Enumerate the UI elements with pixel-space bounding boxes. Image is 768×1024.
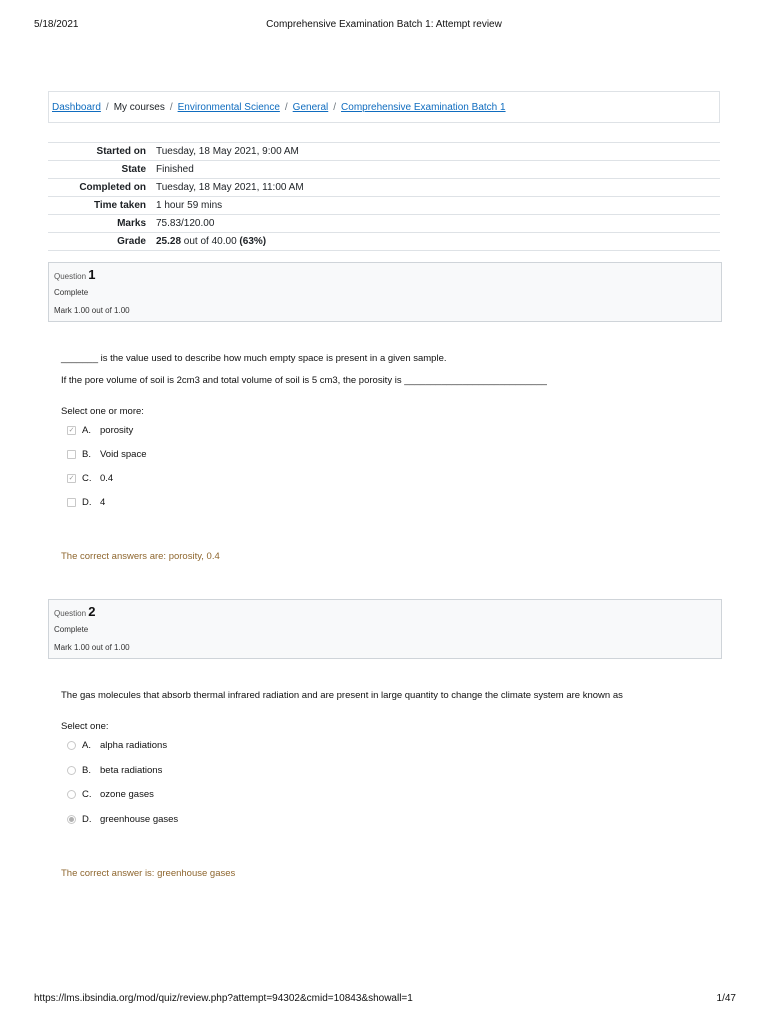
summary-label: Time taken (93, 200, 146, 211)
question-grade: Mark 1.00 out of 1.00 (54, 643, 130, 652)
summary-row-marks (48, 215, 720, 233)
option-label: alpha radiations (100, 740, 168, 751)
summary-label: Completed on (79, 182, 146, 193)
breadcrumb-my-courses: My courses (113, 101, 165, 113)
checkbox-icon[interactable] (67, 498, 76, 507)
question-number-value: 2 (88, 604, 96, 619)
summary-label: Grade (117, 236, 146, 247)
grade-percent: (63%) (239, 236, 267, 247)
summary-row-started (48, 143, 720, 161)
option-label: Void space (100, 449, 147, 460)
summary-row-grade (48, 233, 720, 251)
question-1-option-b[interactable] (67, 449, 146, 460)
option-letter: A. (82, 425, 91, 436)
question-1-text-line-1: _______ is the value used to describe how much empty space is present in a given sample. (61, 353, 447, 364)
breadcrumb-separator: / (105, 101, 109, 113)
attempt-summary-table (48, 142, 720, 251)
summary-value: 1 hour 59 mins (156, 200, 223, 211)
question-state: Complete (54, 288, 89, 297)
print-page-number: 1/47 (716, 993, 736, 1004)
option-letter: B. (82, 449, 91, 460)
question-2-prompt: Select one: (61, 721, 109, 732)
question-number-value: 1 (88, 267, 96, 282)
radio-selected-icon[interactable] (67, 815, 76, 824)
option-label: 4 (100, 497, 106, 508)
breadcrumb (48, 91, 720, 123)
option-label: 0.4 (100, 473, 114, 484)
radio-icon[interactable] (67, 790, 76, 799)
question-2-option-d[interactable] (67, 814, 178, 825)
question-2-option-a[interactable] (67, 740, 167, 751)
option-letter: D. (82, 814, 92, 825)
question-1-option-a[interactable] (67, 425, 133, 436)
question-1-right-answer: The correct answers are: porosity, 0.4 (61, 551, 220, 562)
question-1-option-c[interactable] (67, 473, 113, 484)
print-title: Comprehensive Examination Batch 1: Attempt review (266, 19, 502, 30)
summary-grade-value (156, 233, 720, 251)
question-1-text-line-2: If the pore volume of soil is 2cm3 and total volume of soil is 5 cm3, the porosity is ___________________________ (61, 375, 547, 386)
breadcrumb-dashboard-link[interactable]: Dashboard (52, 101, 101, 113)
breadcrumb-separator: / (333, 101, 337, 113)
option-label: porosity (100, 425, 134, 436)
question-number (54, 267, 96, 282)
question-label: Question (54, 609, 87, 618)
checkbox-checked-icon[interactable]: ✓ (68, 427, 75, 434)
question-1-option-d[interactable] (67, 497, 105, 508)
question-2-info (48, 599, 722, 659)
summary-label: State (121, 164, 146, 175)
option-letter: D. (82, 497, 92, 508)
option-label: beta radiations (100, 765, 163, 776)
option-letter: C. (82, 789, 92, 800)
breadcrumb-course-link[interactable]: Environmental Science (177, 101, 280, 113)
print-date: 5/18/2021 (34, 19, 79, 30)
summary-value: Tuesday, 18 May 2021, 9:00 AM (156, 146, 299, 157)
option-letter: A. (82, 740, 91, 751)
question-number (54, 604, 96, 619)
radio-icon[interactable] (67, 741, 76, 750)
grade-score: 25.28 (156, 236, 182, 247)
summary-row-state (48, 161, 720, 179)
question-2-text: The gas molecules that absorb thermal infrared radiation and are present in large quantity to change the climate system are known as (61, 690, 623, 701)
breadcrumb-separator: / (284, 101, 288, 113)
question-2-right-answer: The correct answer is: greenhouse gases (61, 868, 236, 879)
breadcrumb-separator: / (169, 101, 173, 113)
question-label: Question (54, 272, 87, 281)
question-state: Complete (54, 625, 89, 634)
summary-label: Marks (117, 218, 146, 229)
radio-icon[interactable] (67, 766, 76, 775)
option-label: ozone gases (100, 789, 154, 800)
checkbox-icon[interactable] (67, 450, 76, 459)
summary-row-time (48, 197, 720, 215)
question-grade: Mark 1.00 out of 1.00 (54, 306, 130, 315)
summary-label: Started on (96, 146, 146, 157)
breadcrumb-section-link[interactable]: General (292, 101, 329, 113)
summary-value: Tuesday, 18 May 2021, 11:00 AM (156, 182, 304, 193)
checkbox-checked-icon[interactable]: ✓ (68, 475, 75, 482)
question-2-option-c[interactable] (67, 789, 154, 800)
summary-value: Finished (156, 164, 194, 175)
breadcrumb-quiz-link[interactable]: Comprehensive Examination Batch 1 (341, 101, 506, 113)
question-2-option-b[interactable] (67, 765, 162, 776)
print-url: https://lms.ibsindia.org/mod/quiz/review.php?attempt=94302&cmid=10843&showall=1 (34, 993, 413, 1004)
summary-row-completed (48, 179, 720, 197)
option-letter: B. (82, 765, 91, 776)
summary-value: 75.83/120.00 (156, 218, 215, 229)
option-letter: C. (82, 473, 92, 484)
question-1-info (48, 262, 722, 322)
option-label: greenhouse gases (100, 814, 179, 825)
question-1-prompt: Select one or more: (61, 406, 144, 417)
grade-out-of: out of 40.00 (181, 236, 240, 247)
